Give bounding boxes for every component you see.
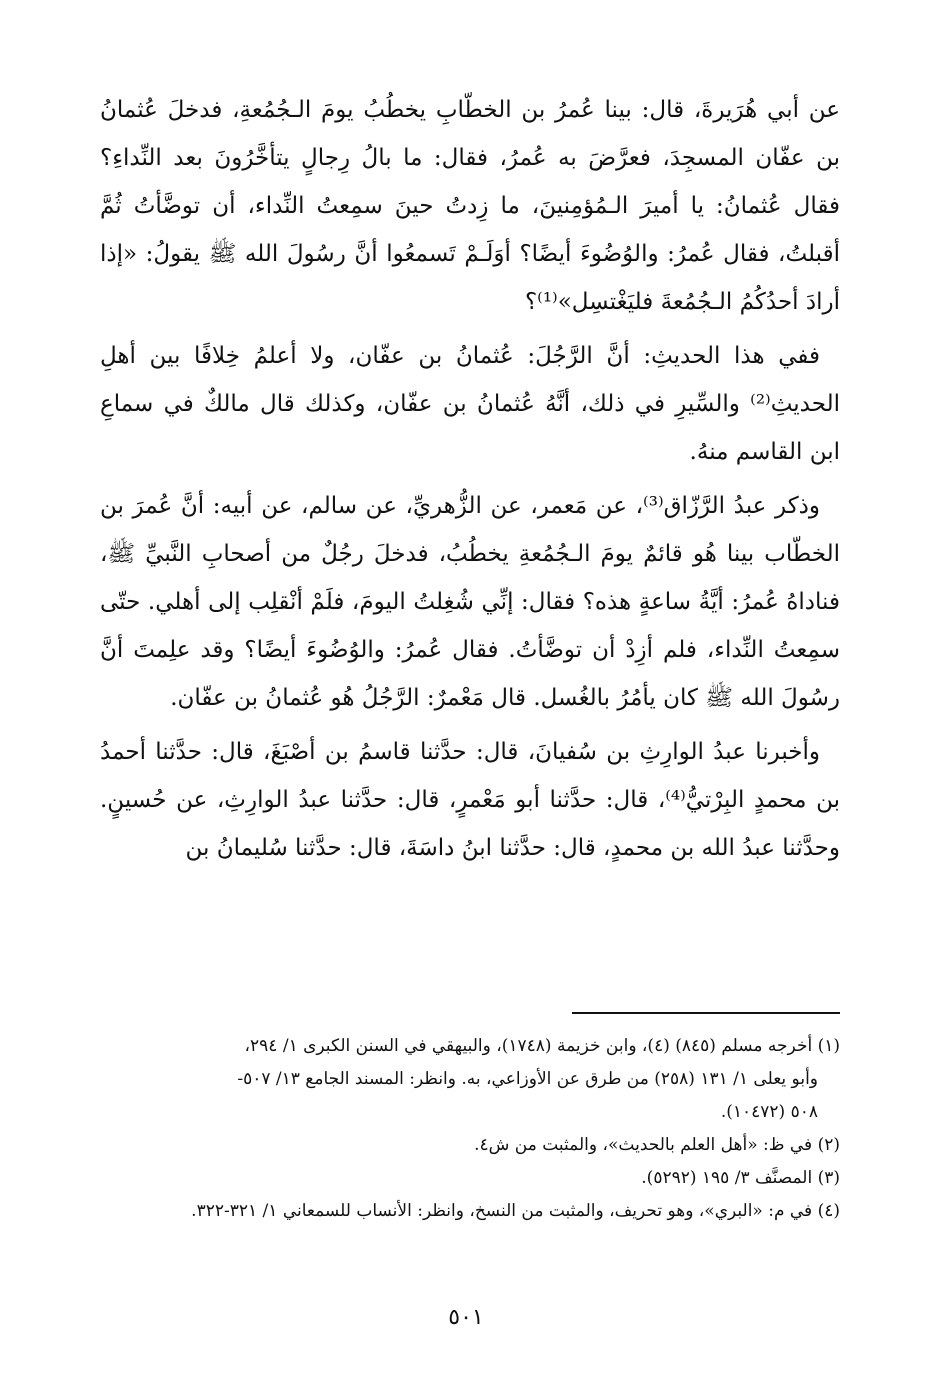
footnote-1-line-3: ٥٠٨ (١٠٤٧٢). <box>720 1102 818 1122</box>
footnote-3-line-1: (٣) المصنَّف ٣/ ١٩٥ (٥٢٩٢). <box>641 1168 840 1188</box>
footnote-3 <box>100 1162 840 1195</box>
footnote-1-line-2: وأبو يعلى ١/ ١٣١ (٢٥٨) من طرق عن الأوزاعي، به. وانظر: المسند الجامع ١٣/ ٥٠٧- <box>237 1069 818 1089</box>
footnotes-block <box>100 1030 840 1228</box>
paragraph-1: عن أبي هُرَيرةَ، قال: بينا عُمرُ بن الخطّابِ يخطُبُ يومَ الـجُمُعةِ، فدخلَ عُثمانُ بن عفّان المسجِدَ، فعرَّضَ به عُمرُ، فقال: ما بالُ رِجالٍ يتأخَّرُونَ بعد النِّداءِ؟ فقال عُثمانُ: يا أميرَ الـمُؤمِنينَ، ما زِدتُ حينَ سمِعتُ النِّداء، أن توضَّأتُ ثُمَّ أقبلتُ، فقال عُمرُ: والوُضُوءَ أيضًا؟ أوَلَـمْ تَسمعُوا أنَّ رسُولَ الله ﷺ يقولُ: «إذا أرادَ أحدُكُمُ الـجُمُعةَ فليَغْتسِل»⁽¹⁾؟ <box>100 97 840 315</box>
footnote-4 <box>100 1195 840 1228</box>
page-number: ٥٠١ <box>448 1305 484 1330</box>
footnote-divider <box>572 1012 840 1014</box>
paragraph-4: وأخبرنا عبدُ الوارِثِ بن سُفيانَ، قال: حدَّثنا قاسمُ بن أصْبَغَ، قال: حدَّثنا أحمدُ بن محمدٍ البِرْتيُّ⁽⁴⁾، قال: حدَّثنا أبو مَعْمرٍ، قال: حدَّثنا عبدُ الوارِثِ، عن حُسينٍ. وحدَّثنا عبدُ الله بن محمدٍ، قال: حدَّثنا ابنُ داسَةَ، قال: حدَّثنا سُليمانُ بن <box>100 739 840 861</box>
paragraph-3: وذكر عبدُ الرَّزّاق⁽³⁾، عن مَعمر، عن الزُّهريِّ، عن سالم، عن أبيه: أنَّ عُمرَ بن الخطّاب بينا هُو قائمٌ يومَ الـجُمُعةِ يخطُبُ، فدخلَ رجُلٌ من أصحابِ النَّبيِّ ﷺ، فناداهُ عُمرُ: أيَّةُ ساعةٍ هذه؟ فقال: إنِّي شُغِلتُ اليومَ، فلَمْ أنْقلِب إلى أهلي. حتّى سمِعتُ النِّداء، فلم أزِدْ أن توضَّأتُ. فقال عُمرُ: والوُضُوءَ أيضًا؟ وقد علِمتَ أنَّ رسُولَ الله ﷺ كان يأمُرُ بالغُسل. قال مَعْمرٌ: الرَّجُلُ هُو عُثمانُ بن عفّان. <box>100 493 840 711</box>
footnote-2 <box>100 1129 840 1162</box>
footnote-1 <box>100 1030 840 1129</box>
footnote-4-line-1: (٤) في م: «البري»، وهو تحريف، والمثبت من النسخ، وانظر: الأنساب للسمعاني ١/ ٣٢١-٣٢٢. <box>191 1201 840 1221</box>
footnote-2-line-1: (٢) في ظ: «أهل العلم بالحديث»، والمثبت من ش٤. <box>474 1135 840 1155</box>
paragraph-2: ففي هذا الحديثِ: أنَّ الرَّجُلَ: عُثمانُ بن عفّان، ولا أعلمُ خِلافًا بين أهلِ الحديثِ⁽²⁾ والسِّيرِ في ذلك، أنَّهُ عُثمانُ بن عفّان، وكذلك قال مالكٌ في سماعِ ابن القاسم منهُ. <box>100 343 840 465</box>
footnote-1-line-1: (١) أخرجه مسلم (٨٤٥) (٤)، وابن خزيمة (١٧٤٨)، والبيهقي في السنن الكبرى ١/ ٢٩٤، <box>244 1036 840 1056</box>
main-text-block <box>100 86 840 878</box>
